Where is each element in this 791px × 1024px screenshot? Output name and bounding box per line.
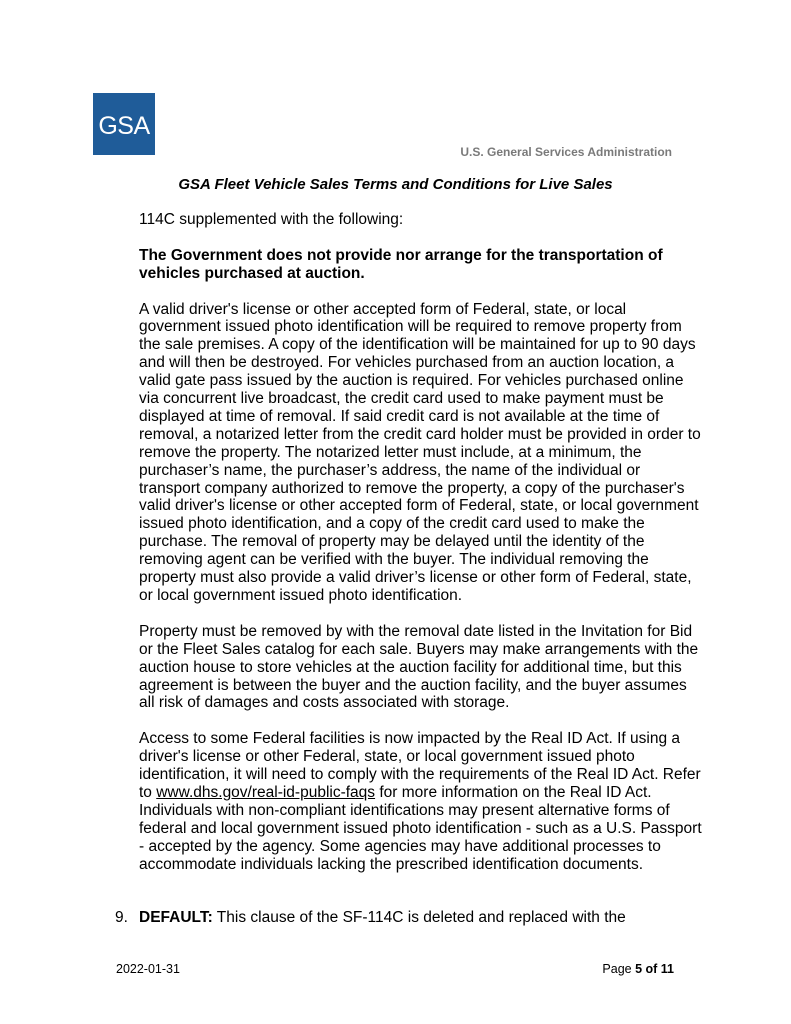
gsa-logo — [93, 93, 155, 155]
real-id-text-start: Access to some Federal facilities is now impacted by the Real ID Act. If using a driver's license or other Federal, state, or local government issued photo identification, it will need to comply with the requirements of the Real ID Act. Refer to — [139, 730, 701, 801]
real-id-text-end: for more information on the Real ID Act. Individuals with non-compliant identifications may present alternative forms of federal and local government issued photo identification - such as a U.S. Passport - accepted by the agency. Some agencies may have additional processes to accommodate individuals lacking the prescribed identification documents. — [139, 783, 702, 873]
page-total: 11 — [660, 962, 674, 976]
page-word: Page — [602, 962, 636, 976]
footer-page-number — [602, 962, 674, 976]
clause-number: 9. — [115, 909, 128, 926]
clause-default — [115, 909, 705, 927]
dhs-real-id-link[interactable]: www.dhs.gov/real-id-public-faqs — [156, 783, 376, 801]
clause-label: DEFAULT: — [139, 909, 213, 926]
page-of: of — [642, 962, 661, 976]
document-title: GSA Fleet Vehicle Sales Terms and Conditions for Live Sales — [178, 176, 613, 193]
clause-text: This clause of the SF-114C is deleted and replaced with the — [212, 909, 626, 926]
logo-text: GSA — [98, 111, 150, 140]
footer-date: 2022-01-31 — [116, 962, 180, 976]
paragraph-removal: Property must be removed by with the removal date listed in the Invitation for Bid or the Fleet Sales catalog for each sale. Buyers may make arrangements with the auction house to store vehicles at the auction facility for additional time, but this agreement is between the buyer and the auction facility, and the buyer assumes all risk of damages and costs associated with storage. — [139, 622, 699, 712]
agency-name: U.S. General Services Administration — [460, 145, 672, 159]
paragraph-intro: 114C supplemented with the following: — [139, 211, 404, 228]
paragraph-transport-notice: The Government does not provide nor arrange for the transportation of vehicles purchased at auction. — [139, 246, 663, 282]
paragraph-identification: A valid driver's license or other accepted form of Federal, state, or local government issued photo identification will be required to remove property from the sale premises. A copy of the identification will be maintained for up to 90 days and will then be destroyed. For vehicles purchased from an auction location, a valid gate pass issued by the auction is required. For vehicles purchased online via concurrent live broadcast, the credit card used to make payment must be displayed at time of removal. If said credit card is not available at the time of removal, a notarized letter from the credit card holder must be provided in order to remove the property. The notarized letter must include, at a minimum, the purchaser’s name, the purchaser’s address, the name of the individual or transport company authorized to remove the property, a copy of the purchaser's valid driver's license or other accepted form of Federal, state, or local government issued photo identification, and a copy of the credit card used to make the purchase. The removal of property may be delayed until the identity of the removing agent can be verified with the buyer. The individual removing the property must also provide a valid driver’s license or other form of Federal, state, or local government issued photo identification. — [139, 300, 701, 604]
document-body — [139, 211, 704, 891]
paragraph-real-id — [139, 730, 704, 873]
page-current: 5 — [635, 962, 643, 976]
